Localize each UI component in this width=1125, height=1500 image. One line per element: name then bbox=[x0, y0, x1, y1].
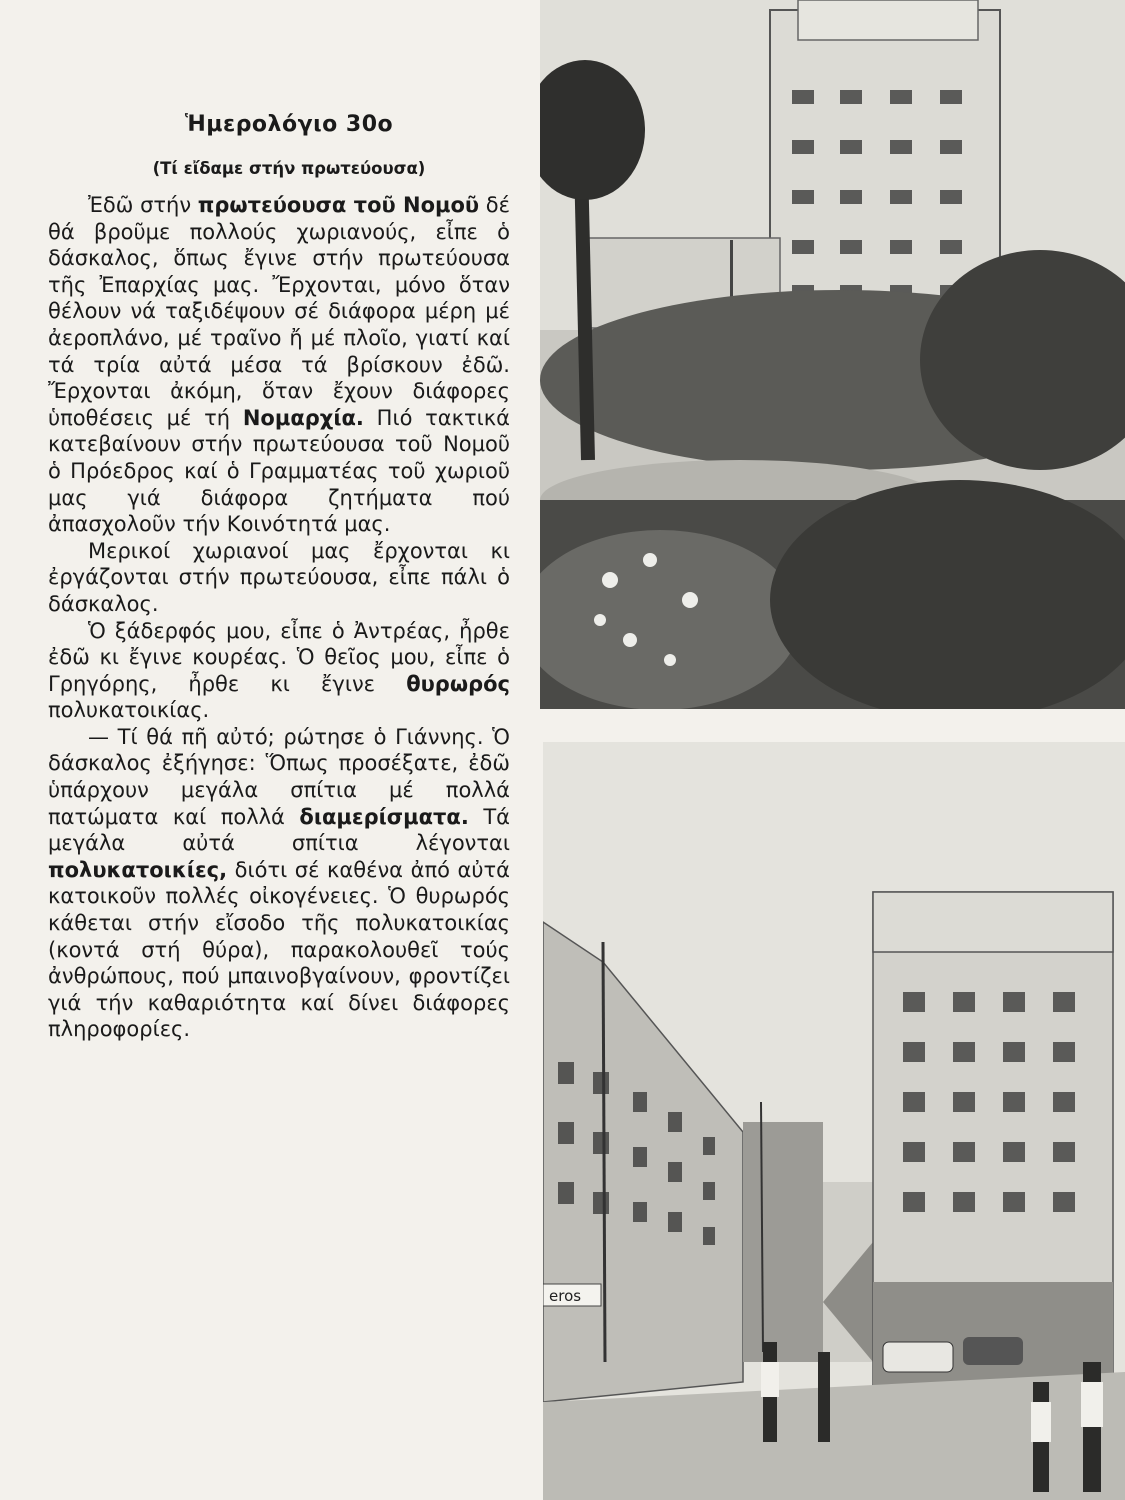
photo-city-street bbox=[543, 742, 1125, 1500]
text-span: Πιό τακτικά κατεβαίνουν στήν πρωτεύουσα τοῦ Νομοῦ ὁ Πρόεδρος καί ὁ Γραμματέας τοῦ χωριοῦ μας γιά διάφορα ζητήματα πού ἀπασχολοῦν τήν Κοινότητά μας. bbox=[48, 405, 510, 537]
bold-term: πρωτεύουσα τοῦ Νομοῦ bbox=[197, 193, 480, 217]
page-subtitle: (Τί εἴδαμε στήν πρωτεύουσα) bbox=[152, 159, 426, 178]
text-span: πολυκατοικίας. bbox=[48, 698, 210, 723]
page-title: Ἡμερολόγιο 30ο bbox=[184, 112, 394, 137]
text-span: Ὁ ξάδερφός μου, εἶπε ὁ Ἀντρέας, ἦρθε ἐδῶ κι ἔγινε κουρέας. Ὁ θεῖος μου, εἶπε ὁ Γρηγόρης, ἦρθε κι ἔγινε bbox=[48, 618, 510, 696]
bold-term: πολυκατοικίες, bbox=[48, 857, 228, 882]
photo-square-garden bbox=[540, 0, 1125, 709]
paragraph-3 bbox=[48, 618, 510, 724]
paragraph-2: Μερικοί χωριανοί μας ἔρχονται κι ἐργάζονται στήν πρωτεύουσα, εἶπε πάλι ὁ δάσκαλος. bbox=[48, 538, 510, 616]
text-span: Τά μεγάλα αὐτά σπίτια λέγονται bbox=[48, 804, 510, 856]
paragraph-1 bbox=[48, 192, 510, 538]
bold-term: Νομαρχία. bbox=[242, 405, 364, 430]
text-span: Ἐδῶ στήν bbox=[88, 193, 198, 217]
bold-term: θυρωρός bbox=[406, 671, 510, 696]
article-column bbox=[48, 112, 510, 1043]
text-span: διότι σέ καθένα ἀπό αὐτά κατοικοῦν πολλές οἰκογένειες. Ὁ θυρωρός κάθεται στήν εἴσοδο τῆς πολυκατοικίας (κοντά στή θύρα), παρακολουθεῖ τούς ἀνθρώπους, πού μπαινοβγαίνουν, φροντίζει γιά τήν καθαριότητα καί δίνει διάφορες πληροφορίες. bbox=[48, 857, 510, 1042]
text-span: δέ θά βροῦμε πολλούς χωριανούς, εἶπε ὁ δάσκαλος, ὅπως ἔγινε στήν πρωτεύουσα τῆς Ἐπαρχίας μας. Ἔρχονται, μόνο ὅταν θέλουν νά ταξιδέψουν σέ διάφορα μέρη μέ ἀεροπλάνο, μέ τραῖνο ἤ μέ πλοῖο, γιατί καί τά τρία αὐτά μέσα τά βρίσκουν ἐδῶ. Ἔρχονται ἀκόμη, ὅταν ἔχουν διάφορες ὑποθέσεις μέ τή bbox=[48, 193, 510, 430]
text-span: — Τί θά πῆ αὐτό; ρώτησε ὁ Γιάννης. Ὁ δάσκαλος ἐξήγησε: Ὅπως προσέξατε, ἐδῶ ὑπάρχουν μεγάλα σπίτια μέ πολλά πατώματα καί πολλά bbox=[48, 724, 510, 829]
photo-square-garden-image bbox=[540, 0, 1125, 709]
bold-term: διαμερίσματα. bbox=[299, 804, 469, 829]
paragraph-4 bbox=[48, 724, 510, 1043]
storefront-sign: eros bbox=[549, 1287, 582, 1305]
photo-city-street-image bbox=[543, 742, 1125, 1500]
